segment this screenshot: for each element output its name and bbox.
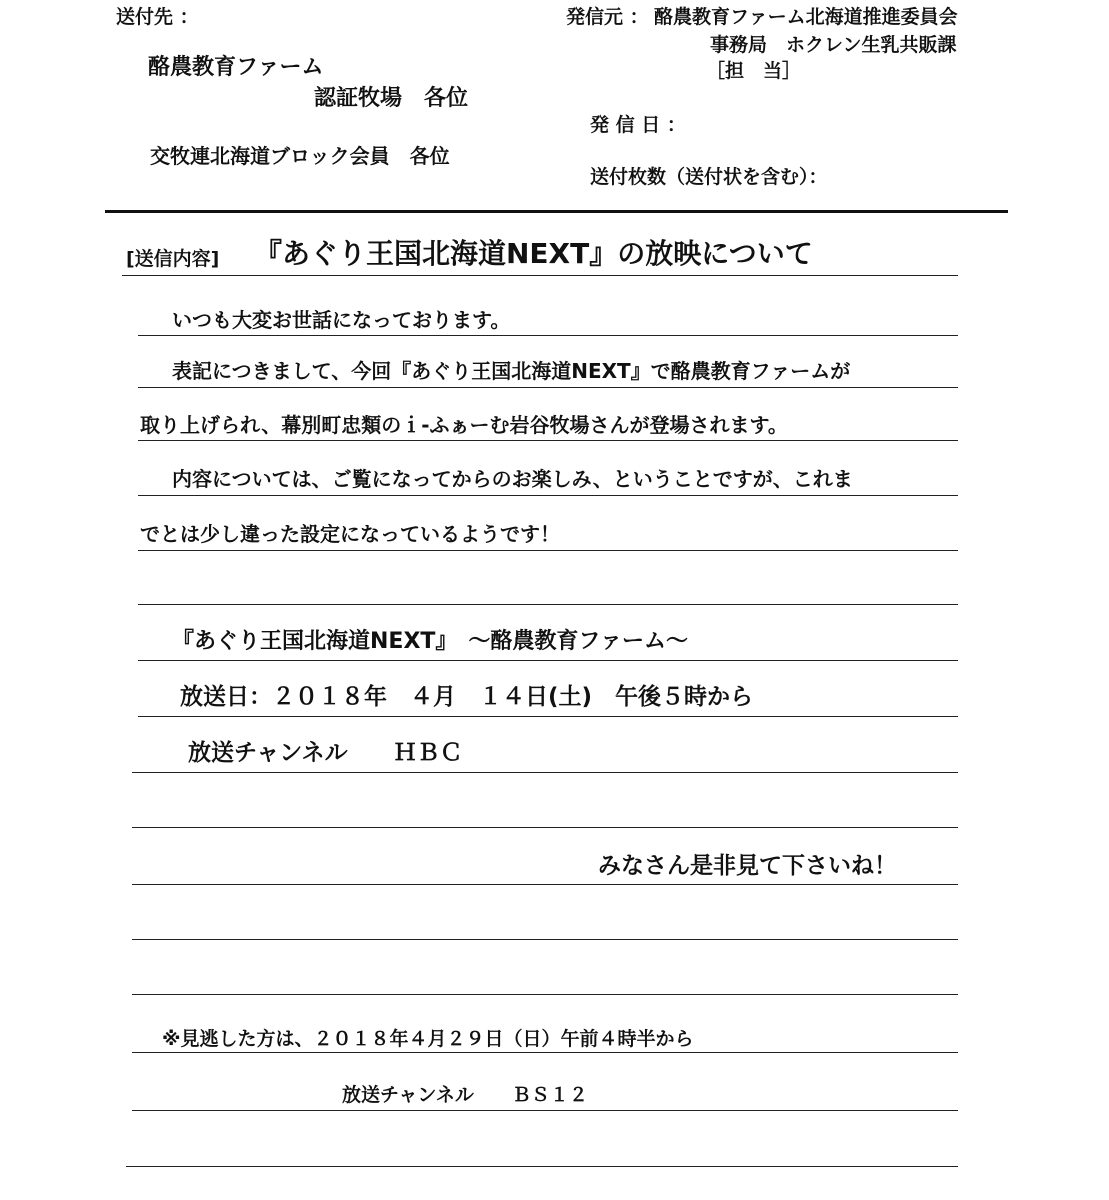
broadcast-channel: 放送チャンネル ＨＢＣ (188, 740, 463, 766)
closing-message: みなさん是非見て下さいね！ (598, 853, 897, 879)
from-person: ［担 当］ (706, 60, 802, 82)
ruled-line (132, 827, 958, 828)
from-organization: 酪農教育ファーム北海道推進委員会 (654, 6, 958, 28)
ruled-line (138, 660, 958, 661)
broadcast-date: 放送日：２０１８年 ４月 １４日(土) 午後５時から (180, 684, 754, 710)
program-title: 『あぐり王国北海道NEXT』 ～酪農教育ファーム～ (172, 629, 688, 654)
ruled-line (132, 1052, 958, 1053)
ruled-line (132, 884, 958, 885)
rebroadcast-channel: 放送チャンネル ＢＳ１２ (342, 1084, 588, 1106)
ruled-line (122, 275, 958, 276)
body-line-5: でとは少し違った設定になっているようです！ (140, 522, 560, 546)
subject-title: 『あぐり王国北海道NEXT』の放映について (254, 237, 813, 270)
ruled-line (138, 495, 958, 496)
recipient-line-3: 交牧連北海道ブロック会員 各位 (150, 144, 450, 168)
ruled-line (138, 440, 958, 441)
ruled-line (138, 550, 958, 551)
body-line-3: 取り上げられ、幕別町忠類のｉ-ふぁーむ岩谷牧場さんが登場されます。 (140, 413, 788, 437)
from-label: 発信元 ： (566, 6, 649, 28)
ruled-line (138, 716, 958, 717)
to-label: 送付先 ： (116, 6, 199, 28)
ruled-line (132, 939, 958, 940)
date-label: 発 信 日 ： (590, 114, 686, 136)
pages-label: 送付枚数（送付状を含む）： (590, 166, 828, 188)
body-line-1: いつも大変お世話になっております。 (172, 308, 511, 332)
ruled-line (138, 335, 958, 336)
body-line-2: 表記につきまして、今回『あぐり王国北海道NEXT』で酪農教育ファームが (172, 359, 851, 383)
ruled-line (126, 1166, 958, 1167)
recipient-line-1: 酪農教育ファーム (148, 55, 324, 80)
body-line-4: 内容については、ご覧になってからのお楽しみ、ということですが、これま (172, 467, 853, 491)
ruled-line (132, 1110, 958, 1111)
recipient-line-2: 認証牧場 各位 (314, 86, 469, 111)
header-divider (105, 210, 1008, 213)
ruled-line (132, 772, 958, 773)
rebroadcast-line-1: ※見逃した方は、２０１８年４月２９日（日）午前４時半から (162, 1028, 694, 1050)
ruled-line (132, 994, 958, 995)
ruled-line (138, 387, 958, 388)
subject-label: [送信内容] (126, 248, 220, 270)
from-office: 事務局 ホクレン生乳共販課 (710, 34, 957, 56)
ruled-line (138, 604, 958, 605)
